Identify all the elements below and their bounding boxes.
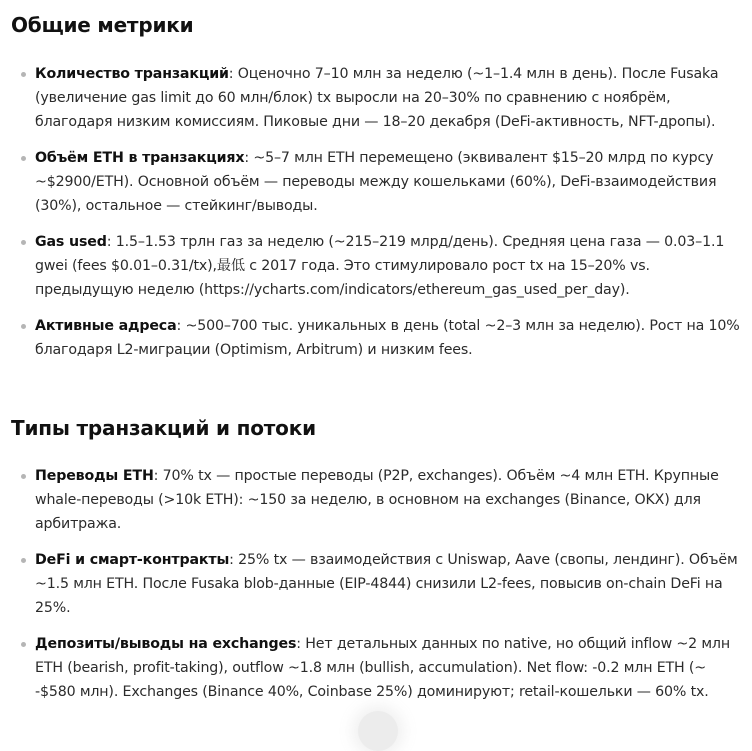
list-item bbox=[0, 314, 752, 362]
item-label: Депозиты/выводы на exchanges bbox=[35, 636, 297, 652]
section-heading-general-metrics: Общие метрики bbox=[11, 13, 194, 37]
item-text: : Нет детальных данных по native, но общий inflow ~2 млн ETH (bearish, profit-taking), outflow ~1.8 млн (bullish, accumulation). Net flow: -0.2 млн ETH (~ -$580 млн). Exchanges (Binance 40%, Coinbase 25%) доминируют; retail-кошельки — 60% tx. bbox=[35, 636, 730, 700]
list-item bbox=[0, 230, 752, 302]
item-text: : ~5–7 млн ETH перемещено (эквивалент $15–20 млрд по курсу ~$2900/ETH). Основной объём — переводы между кошельками (60%), DeFi-взаимодействия (30%), остальное — стейкинг/выводы. bbox=[35, 150, 717, 214]
bullet-icon bbox=[21, 72, 26, 77]
scroll-to-bottom-button[interactable] bbox=[358, 711, 398, 751]
item-text: : Оценочно 7–10 млн за неделю (~1–1.4 млн в день). После Fusaka (увеличение gas limit до 60 млн/блок) tx выросли на 20–30% по сравнению с ноябрём, благодаря низким комиссиям. Пиковые дни — 18–20 декабря (DeFi-активность, NFT-дропы). bbox=[35, 66, 719, 130]
item-label: Объём ETH в транзакциях bbox=[35, 150, 245, 166]
bullet-icon bbox=[21, 642, 26, 647]
item-label: Gas used bbox=[35, 234, 107, 250]
bullet-icon bbox=[21, 156, 26, 161]
general-metrics-list bbox=[0, 62, 752, 374]
list-item bbox=[0, 62, 752, 134]
item-label: Переводы ETH bbox=[35, 468, 154, 484]
item-label: Активные адреса bbox=[35, 318, 177, 334]
item-label: DeFi и смарт-контракты bbox=[35, 552, 230, 568]
list-item bbox=[0, 548, 752, 620]
bullet-icon bbox=[21, 240, 26, 245]
item-label: Количество транзакций bbox=[35, 66, 229, 82]
list-item bbox=[0, 464, 752, 536]
list-item bbox=[0, 632, 752, 704]
item-text: : 1.5–1.53 трлн газ за неделю (~215–219 млрд/день). Средняя цена газа — 0.03–1.1 gwei (fees $0.01–0.31/tx),最低 с 2017 года. Это стимулировало рост tx на 15–20% vs. предыдущую неделю (https://ycharts.com/indicators/ethereum_gas_used_per_day). bbox=[35, 234, 725, 298]
item-text: : 25% tx — взаимодействия с Uniswap, Aave (свопы, лендинг). Объём ~1.5 млн ETH. После Fusaka blob-данные (EIP-4844) снизили L2-fees, повысив on-chain DeFi на 25%. bbox=[35, 552, 738, 616]
item-text: : ~500–700 тыс. уникальных в день (total ~2–3 млн за неделю). Рост на 10% благодаря L2-миграции (Optimism, Arbitrum) и низким fees. bbox=[35, 318, 740, 358]
item-text: : 70% tx — простые переводы (P2P, exchanges). Объём ~4 млн ETH. Крупные whale-переводы (>10k ETH): ~150 за неделю, в основном на exchanges (Binance, OKX) для арбитража. bbox=[35, 468, 719, 532]
bullet-icon bbox=[21, 474, 26, 479]
section-heading-transaction-types: Типы транзакций и потоки bbox=[11, 416, 316, 440]
transaction-types-list bbox=[0, 464, 752, 716]
bullet-icon bbox=[21, 558, 26, 563]
bullet-icon bbox=[21, 324, 26, 329]
list-item bbox=[0, 146, 752, 218]
